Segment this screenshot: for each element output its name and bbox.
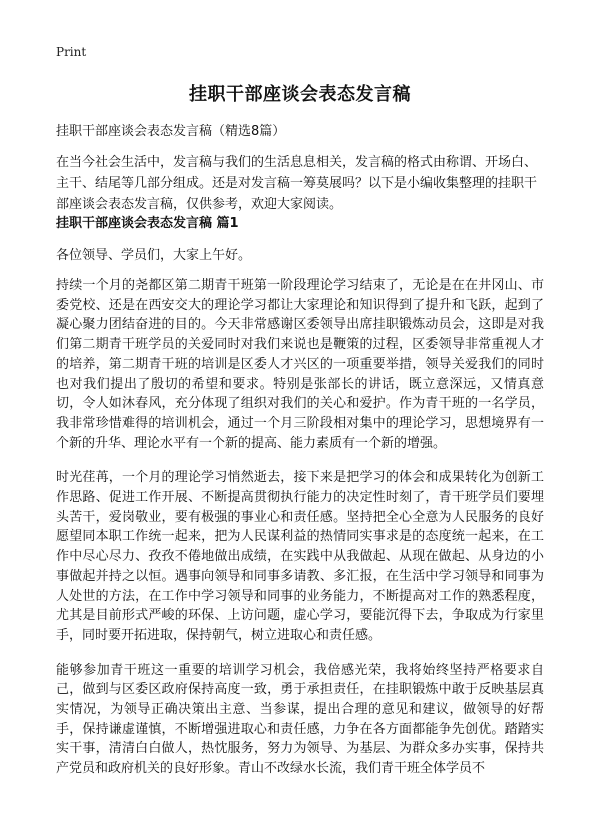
section-heading: 挂职干部座谈会表态发言稿 篇1 xyxy=(56,216,239,231)
intro-paragraph: 在当今社会生活中，发言稿与我们的生活息息相关，发言稿的格式由称谓、开场白、主干、结尾等几部分组成。还是对发言稿一筹莫展吗？以下是小编收集整理的挂职干部座谈会表态发言稿，仅供参考，欢迎大家阅读。 xyxy=(56,155,538,212)
document-subtitle: 挂职干部座谈会表态发言稿（精选8篇） xyxy=(56,124,286,139)
print-link[interactable]: Print xyxy=(56,45,87,59)
body-paragraph: 能够参加青干班这一重要的培训学习机会，我倍感光荣，我将始终坚持严格要求自己，做到与区委区政府保持高度一致，勇于承担责任，在挂职锻炼中敢于反映基层真实情况，为领导正确决策出主意、当参谋，提出合理的意见和建议，做领导的好帮手，保持谦虚谨慎，不断增强进取心和责任感，力争在各方面都能争先创优。踏踏实实干事，清清白白做人，热忱服务，努力为领导、为基层、为群众多办实事，保持共产党员和政府机关的良好形象。青山不改绿水长流，我们青干班全体学员不 xyxy=(56,662,544,777)
body-paragraphs xyxy=(56,276,544,794)
body-paragraph: 持续一个月的尧都区第二期青干班第一阶段理论学习结束了，无论是在在井冈山、市委党校、还是在西安交大的理论学习都让大家理论和知识得到了提升和飞跃，起到了凝心聚力团结奋进的目的。今天非常感谢区委领导出席挂职锻炼动员会，这即是对我们第二期青干班学员的关爱同时对我们来说也是鞭策的过程，区委领导非常重视人才的培养，第二期青干班的培训是区委人才兴区的一项重要举措，领导关爱我们的同时也对我们提出了殷切的希望和要求。特别是张部长的讲话，既立意深远，又情真意切，令人如沐春风，充分体现了组织对我们的关心和爱护。作为青干班的一名学员，我非常珍惜难得的培训机会，通过一个月三阶段相对集中的理论学习，思想境界有一个新的升华、理论水平有一个新的提高、能力素质有一个新的增强。 xyxy=(56,278,544,451)
greeting-line: 各位领导、学员们，大家上午好。 xyxy=(56,248,252,263)
document-title: 挂职干部座谈会表态发言稿 xyxy=(189,84,411,105)
body-paragraph: 时光荏苒，一个月的理论学习悄然逝去，接下来是把学习的体会和成果转化为创新工作思路、促进工作开展、不断提高贯彻执行能力的决定性时刻了，青干班学员们要埋头苦干，爱岗敬业，要有极强的事业心和责任感。坚持把全心全意为人民服务的良好愿望同本职工作统一起来，把为人民谋利益的热情同实事求是的态度统一起来，在工作中尽心尽力、孜孜不倦地做出成绩，在实践中从我做起、从现在做起、从身边的小事做起并持之以恒。遇事向领导和同事多请教、多汇报，在生活中学习领导和同事为人处世的方法，在工作中学习领导和同事的业务能力，不断提高对工作的熟悉程度，尤其是目前形式严峻的环保、上访问题，虚心学习，要能沉得下去，争取成为行家里手，同时要开拓进取，保持朝气，树立进取心和责任感。 xyxy=(56,470,544,643)
